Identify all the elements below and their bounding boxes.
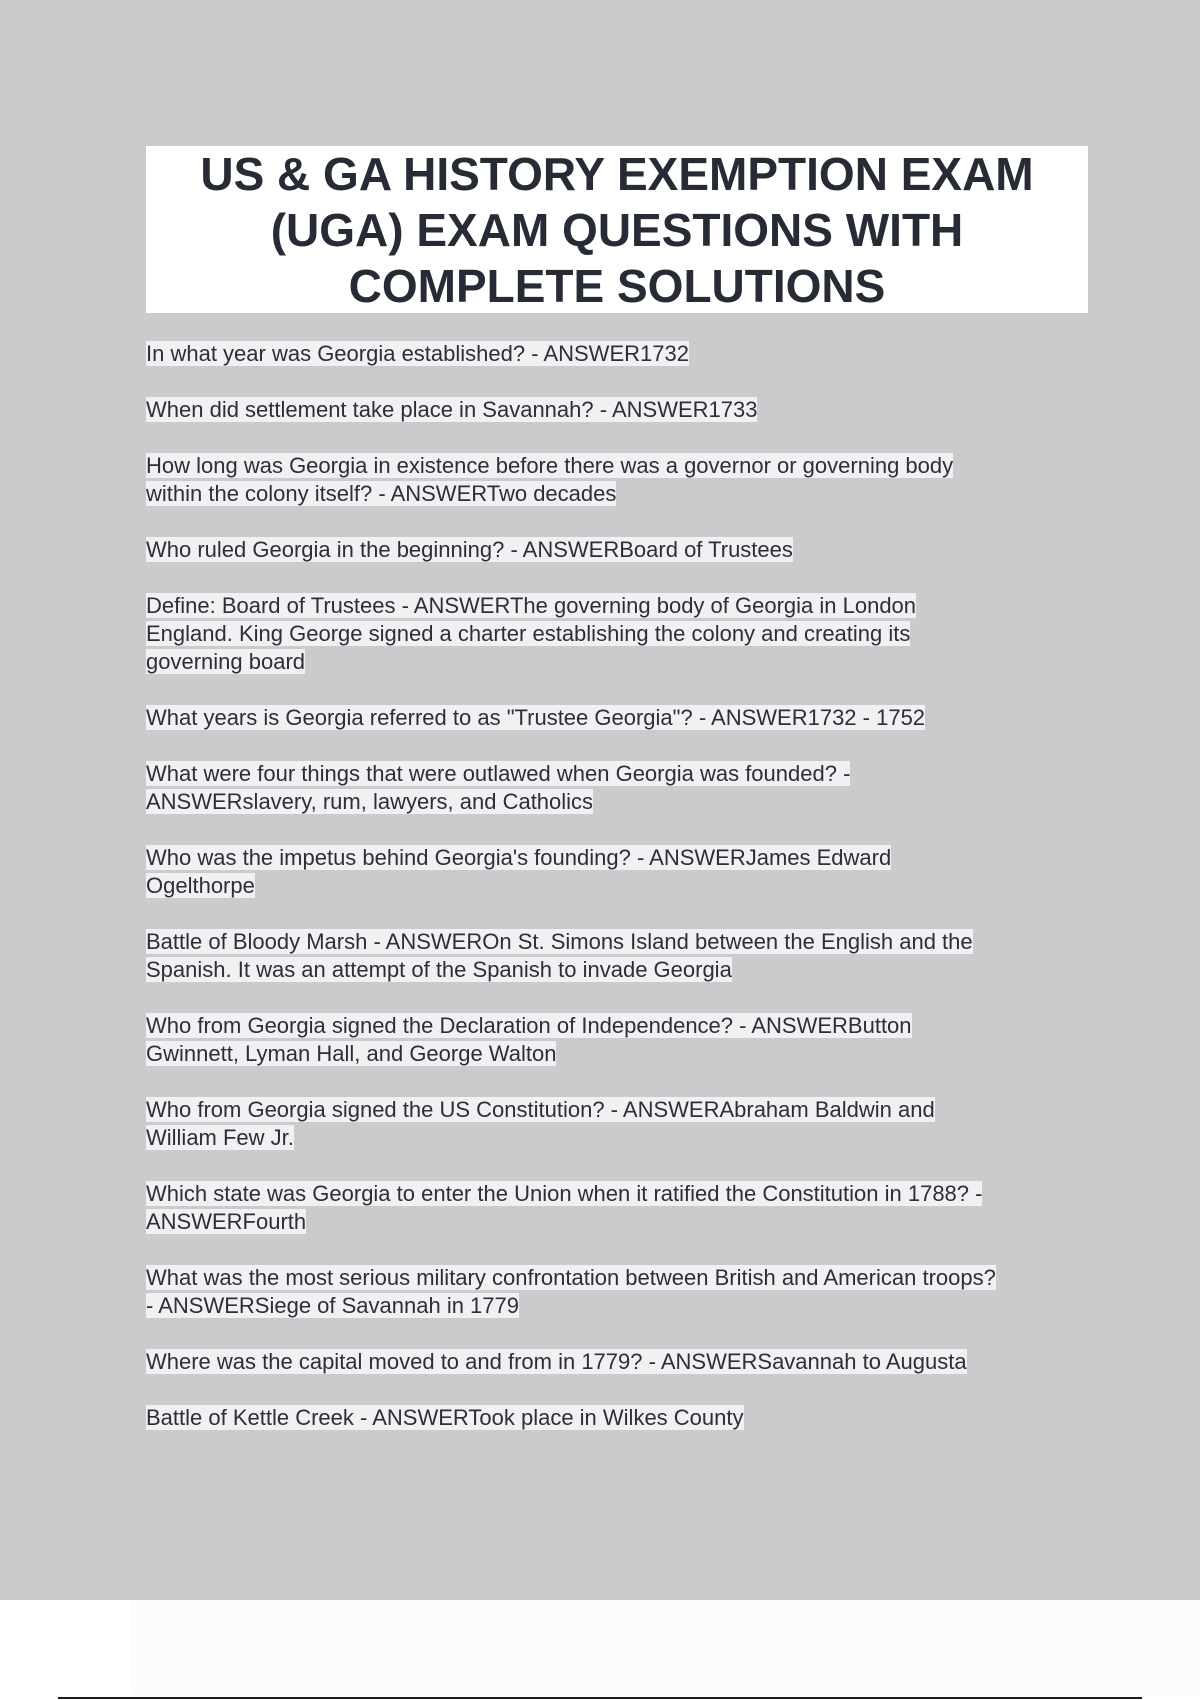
qa-text-line: What years is Georgia referred to as "Trustee Georgia"? - ANSWER1732 - 1752: [146, 705, 926, 730]
qa-item: [146, 592, 1096, 676]
qa-text-line: ANSWERFourth: [146, 1209, 307, 1234]
qa-list: [146, 340, 1096, 1460]
qa-item: [146, 760, 1096, 816]
qa-item: [146, 844, 1096, 900]
title-line: (UGA) EXAM QUESTIONS WITH: [270, 204, 964, 256]
document-title: [146, 146, 1088, 314]
qa-text-line: When did settlement take place in Savannah? - ANSWER1733: [146, 397, 758, 422]
qa-item: [146, 1264, 1096, 1320]
qa-item: [146, 1096, 1096, 1152]
qa-text-line: Ogelthorpe: [146, 873, 255, 898]
qa-text-line: - ANSWERSiege of Savannah in 1779: [146, 1293, 520, 1318]
page-footer-area: [130, 1600, 1200, 1695]
qa-text-line: Battle of Kettle Creek - ANSWERTook place in Wilkes County: [146, 1405, 744, 1430]
qa-text-line: Who was the impetus behind Georgia's founding? - ANSWERJames Edward: [146, 845, 892, 870]
footer-divider: [58, 1697, 1142, 1699]
qa-text-line: Gwinnett, Lyman Hall, and George Walton: [146, 1041, 557, 1066]
qa-item: [146, 340, 1096, 368]
qa-text-line: Who from Georgia signed the Declaration of Independence? - ANSWERButton: [146, 1013, 912, 1038]
qa-text-line: Where was the capital moved to and from in 1779? - ANSWERSavannah to Augusta: [146, 1349, 967, 1374]
qa-text-line: How long was Georgia in existence before there was a governor or governing body: [146, 453, 954, 478]
qa-item: [146, 1348, 1096, 1376]
qa-text-line: Battle of Bloody Marsh - ANSWEROn St. Simons Island between the English and the: [146, 929, 973, 954]
title-line: US & GA HISTORY EXEMPTION EXAM: [200, 148, 1034, 200]
qa-text-line: Who ruled Georgia in the beginning? - ANSWERBoard of Trustees: [146, 537, 793, 562]
qa-text-line: England. King George signed a charter establishing the colony and creating its: [146, 621, 911, 646]
qa-text-line: William Few Jr.: [146, 1125, 294, 1150]
qa-item: [146, 396, 1096, 424]
qa-text-line: governing board: [146, 649, 306, 674]
qa-text-line: What was the most serious military confrontation between British and American troops?: [146, 1265, 996, 1290]
qa-text-line: within the colony itself? - ANSWERTwo decades: [146, 481, 617, 506]
qa-text-line: In what year was Georgia established? - ANSWER1732: [146, 341, 689, 366]
qa-text-line: Define: Board of Trustees - ANSWERThe governing body of Georgia in London: [146, 593, 917, 618]
qa-text-line: ANSWERslavery, rum, lawyers, and Catholics: [146, 789, 594, 814]
qa-text-line: Spanish. It was an attempt of the Spanish to invade Georgia: [146, 957, 732, 982]
qa-text-line: Who from Georgia signed the US Constitution? - ANSWERAbraham Baldwin and: [146, 1097, 935, 1122]
qa-item: [146, 1012, 1096, 1068]
qa-item: [146, 536, 1096, 564]
qa-text-line: Which state was Georgia to enter the Union when it ratified the Constitution in 1788? -: [146, 1181, 983, 1206]
title-box: [146, 146, 1088, 313]
qa-item: [146, 928, 1096, 984]
qa-item: [146, 452, 1096, 508]
qa-item: [146, 704, 1096, 732]
title-line: COMPLETE SOLUTIONS: [348, 260, 886, 312]
qa-item: [146, 1180, 1096, 1236]
qa-item: [146, 1404, 1096, 1432]
qa-text-line: What were four things that were outlawed when Georgia was founded? -: [146, 761, 851, 786]
